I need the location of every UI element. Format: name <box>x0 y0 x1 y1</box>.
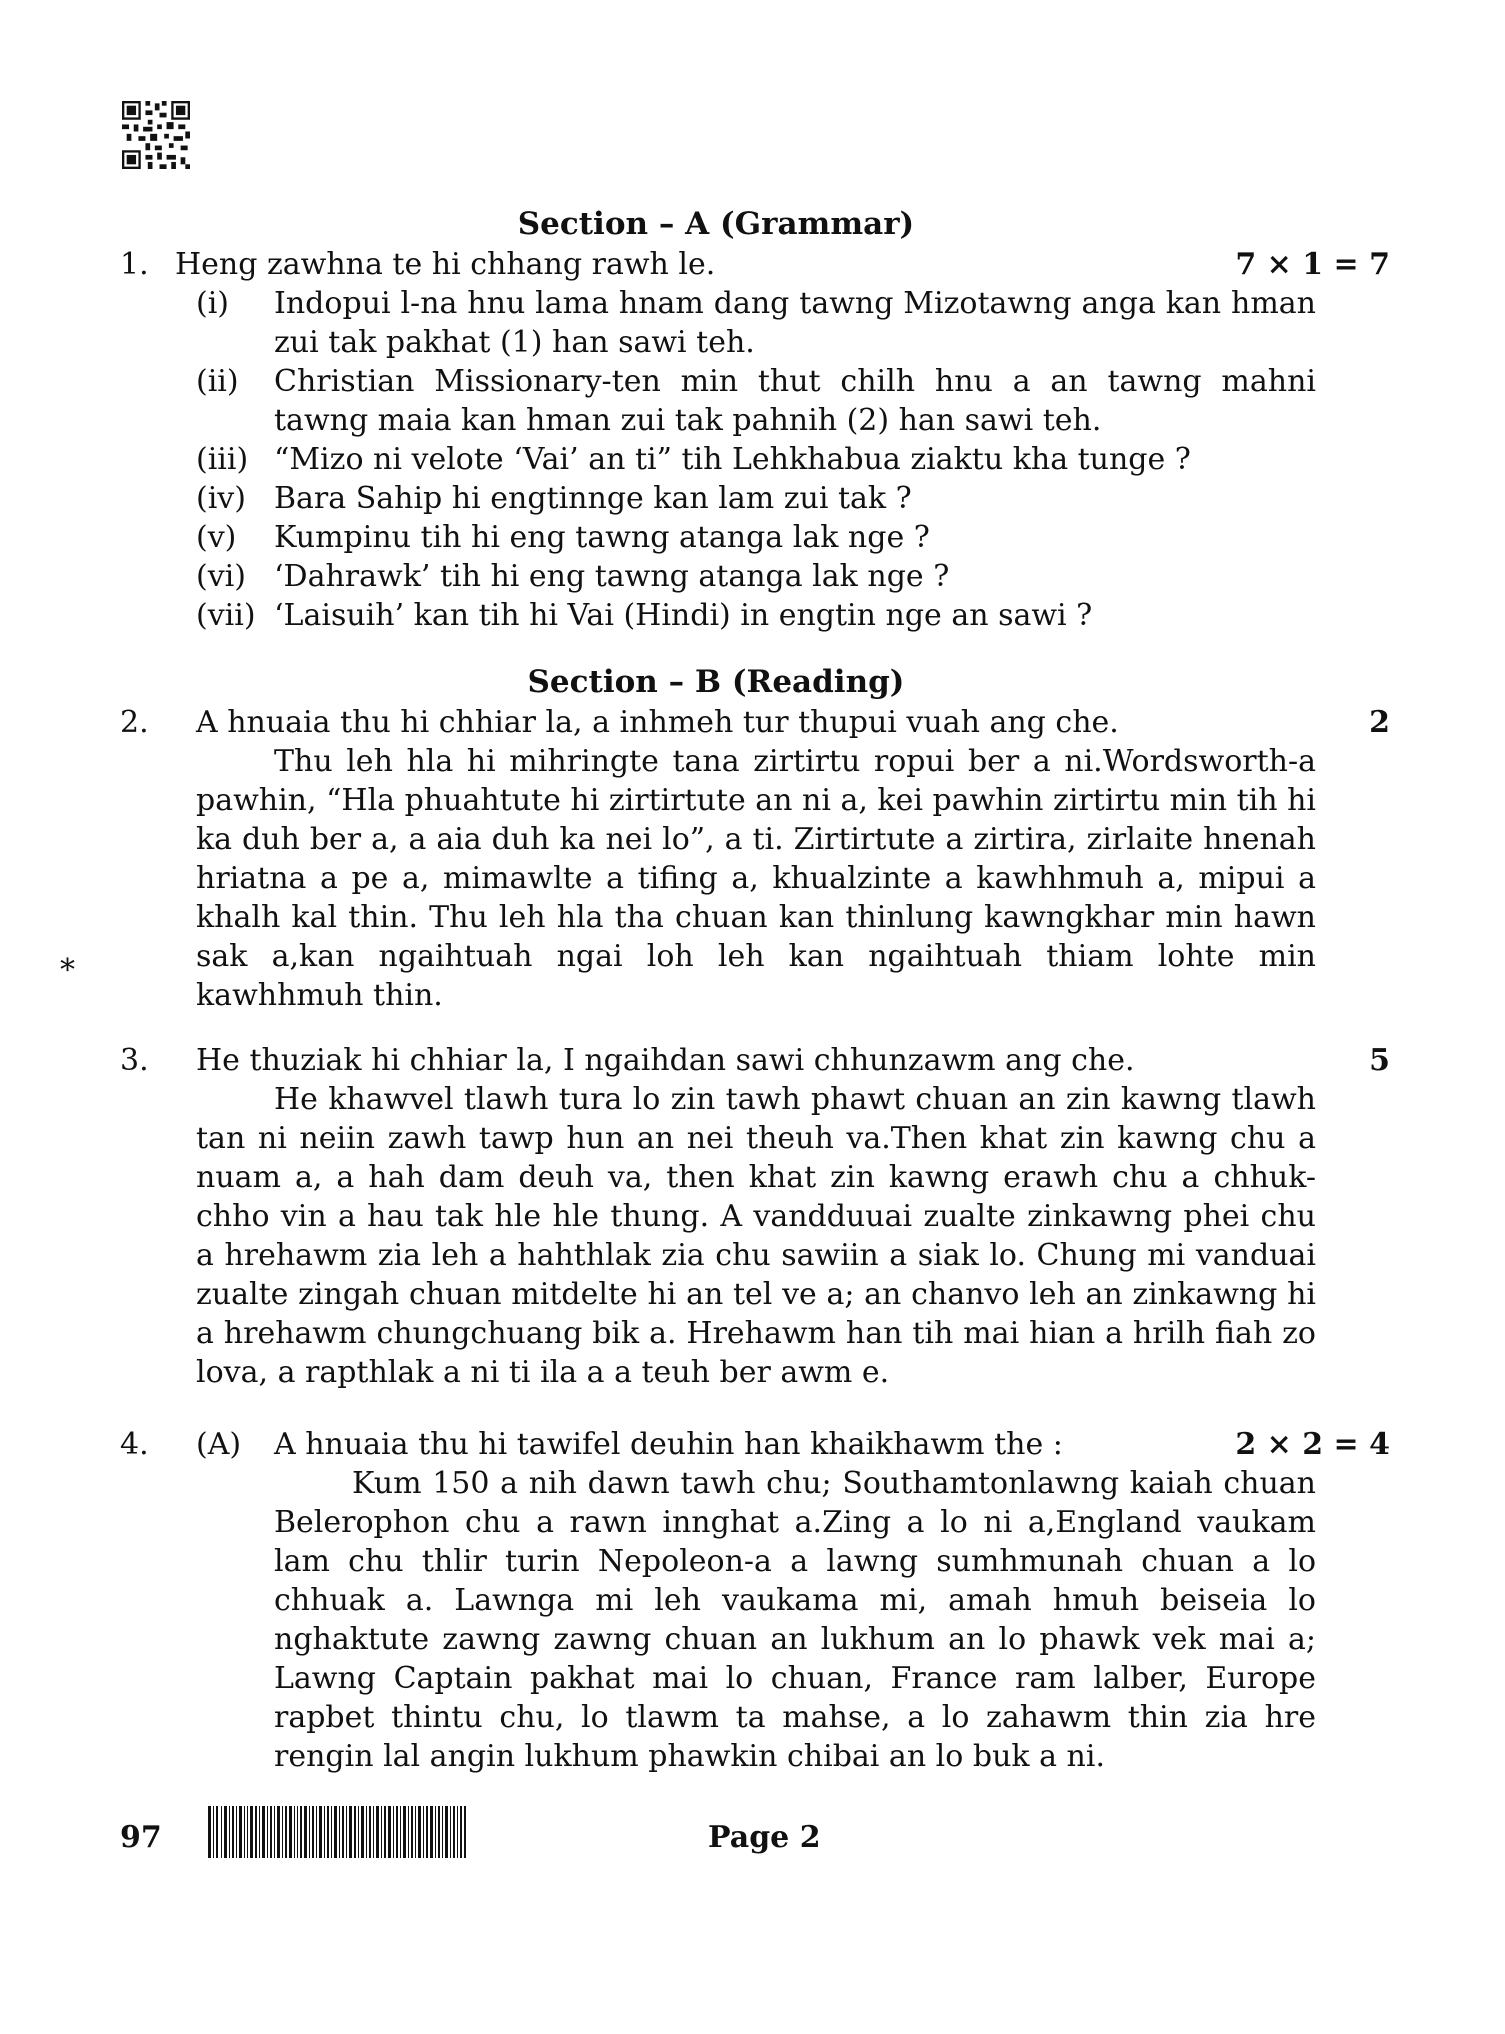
question-text: Heng zawhna te hi chhang rawh le. <box>175 247 716 282</box>
sub-question-label: (iii) <box>196 442 249 477</box>
section-b-heading: Section – B (Reading) <box>527 664 905 700</box>
question-marks: 2 <box>1369 705 1390 740</box>
question-marks: 7 × 1 = 7 <box>1235 247 1390 282</box>
sub-question-text: Kumpinu tih hi eng tawng atanga lak nge ? <box>274 520 930 555</box>
sub-question-label: (iv) <box>196 481 246 516</box>
sub-question-label: (vii) <box>196 598 256 633</box>
sub-question-label: (vi) <box>196 559 246 594</box>
question-text: He thuziak hi chhiar la, I ngaihdan sawi chhunzawm ang che. <box>196 1043 1135 1078</box>
question-number: 1. <box>120 247 149 282</box>
question-marks: 5 <box>1369 1043 1390 1078</box>
sub-question-text: ‘Laisuih’ kan tih hi Vai (Hindi) in engtin nge an sawi ? <box>274 598 1093 633</box>
passage-text: He khawvel tlawh tura lo zin tawh phawt chuan an zin kawng tlawh tan ni neiin zawh tawp hun an nei theuh va.Then khat zin kawng chu a nuam a, a hah dam deuh va, then khat zin kawng erawh chu a chhuk-chho vin a hau tak hle hle thung. A vandduuai zualte zinkawng phei chu a hrehawm zia leh a hahthlak zia chu sawiin a siak lo. Chung mi vanduai zualte zingah chuan mitdelte hi an tel ve a; an chanvo leh an zinkawng hi a hrehawm chungchuang bik a. Hrehawm han tih mai hian a hrilh fiah zo lova, a rapthlak a ni ti ila a a teuh ber awm e. <box>196 1082 1316 1390</box>
page-number: Page 2 <box>708 1820 821 1855</box>
qr-code-icon <box>122 100 190 170</box>
question-text: A hnuaia thu hi chhiar la, a inhmeh tur thupui vuah ang che. <box>196 705 1119 740</box>
question-text: A hnuaia thu hi tawifel deuhin han khaikhawm the : <box>274 1427 1063 1462</box>
sub-question-text: ‘Dahrawk’ tih hi eng tawng atanga lak nge ? <box>274 559 950 594</box>
question-marks: 2 × 2 = 4 <box>1235 1427 1390 1462</box>
passage-text: Kum 150 a nih dawn tawh chu; Southamtonlawng kaiah chuan Belerophon chu a rawn innghat a.Zing a lo ni a,England vaukam lam chu thlir turin Nepoleon-a a lawng sumhmunah chuan a lo chhuak a. Lawnga mi leh vaukama mi, amah hmuh beiseia lo nghaktute zawng zawng chuan an lukhum an lo phawk vek mai a; Lawng Captain pakhat mai lo chuan, France ram lalber, Europe rapbet thintu chu, lo tlawm ta mahse, a lo zahawm thin zia hre rengin lal angin lukhum phawkin chibai an lo buk a ni. <box>274 1466 1316 1774</box>
sub-question-label: (i) <box>196 286 230 321</box>
margin-mark: * <box>60 953 75 988</box>
sub-question-text: Christian Missionary-ten min thut chilh hnu a an tawng mahni tawng maia kan hman zui tak pahnih (2) han sawi teh. <box>274 364 1316 438</box>
barcode-icon <box>208 1806 466 1858</box>
passage <box>196 742 1316 1015</box>
paper-code: 97 <box>120 1820 162 1855</box>
passage-text: Thu leh hla hi mihringte tana zirtirtu ropui ber a ni.Wordsworth-a pawhin, “Hla phuahtute hi zirtirtute an ni a, kei pawhin zirtirtu min tih hi ka duh ber a, a aia duh ka nei lo”, a ti. Zirtirtute a zirtira, zirlaite hnenah hriatna a pe a, mimawlte a tifing a, khualzinte a kawhhmuh a, mipui a khalh kal thin. Thu leh hla tha chuan kan thinlung kawngkhar min hawn sak a,kan ngaihtuah ngai loh leh kan ngaihtuah thiam lohte min kawhhmuh thin. <box>196 744 1317 1013</box>
sub-question-text: Bara Sahip hi engtinnge kan lam zui tak ? <box>274 481 912 516</box>
passage <box>274 1464 1316 1776</box>
sub-question-label: (ii) <box>196 364 239 399</box>
passage <box>196 1080 1316 1392</box>
question-number: 3. <box>120 1043 149 1078</box>
question-label: (A) <box>196 1427 242 1462</box>
question-number: 2. <box>120 705 149 740</box>
sub-question-label: (v) <box>196 520 237 555</box>
sub-question-text: Indopui l-na hnu lama hnam dang tawng Mizotawng anga kan hman zui tak pakhat (1) han sawi teh. <box>274 286 1316 360</box>
question-number: 4. <box>120 1427 149 1462</box>
sub-question-text: “Mizo ni velote ‘Vai’ an ti” tih Lehkhabua ziaktu kha tunge ? <box>274 442 1191 477</box>
section-a-heading: Section – A (Grammar) <box>517 206 915 242</box>
